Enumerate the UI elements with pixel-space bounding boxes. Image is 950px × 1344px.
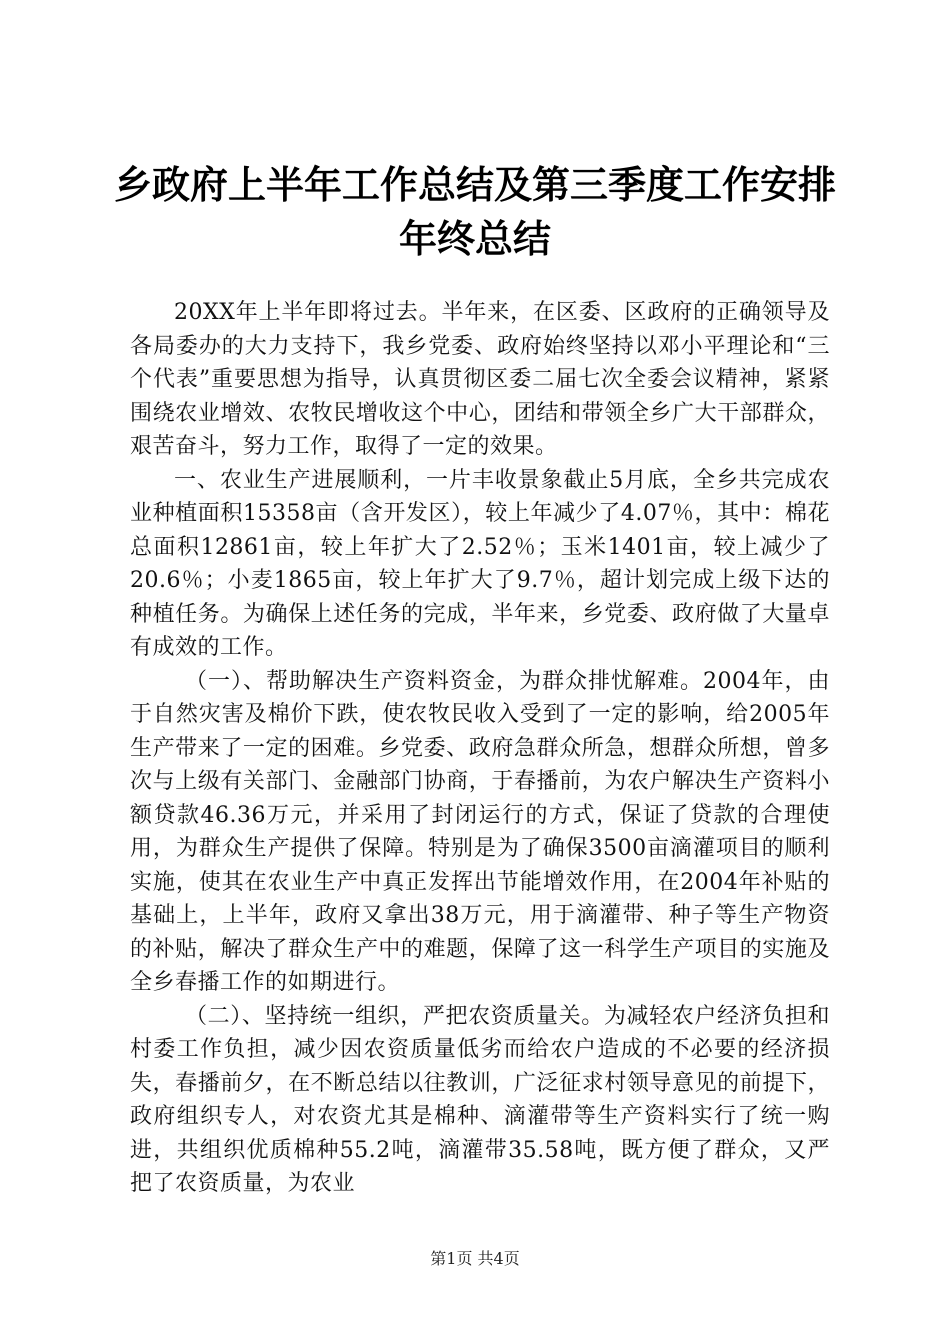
paragraph-section-1: 一、农业生产进展顺利，一片丰收景象截止5月底，全乡共完成农业种植面积15358亩（含开发区），较上年减少了4.07％，其中：棉花总面积12861亩，较上年扩大了2.52％；玉米1401亩，较上减少了20.6％；小麦1865亩，较上年扩大了9.7％，超计划完成上级下达的种植任务。为确保上述任务的完成，半年来，乡党委、政府做了大量卓有成效的工作。 — [130, 467, 830, 660]
paragraph-subsection-2: （二）、坚持统一组织，严把农资质量关。为减轻农户经济负担和村委工作负担，减少因农资质量低劣而给农户造成的不必要的经济损失，春播前夕，在不断总结以往教训，广泛征求村领导意见的前提下，政府组织专人，对农资尤其是棉种、滴灌带等生产资料实行了统一购进，共组织优质棉种55.2吨，滴灌带35.58吨，既方便了群众，又严把了农资质量，为农业 — [130, 1003, 830, 1196]
paragraph-intro: 20XX年上半年即将过去。半年来，在区委、区政府的正确领导及各局委办的大力支持下，我乡党委、政府始终坚持以邓小平理论和“三个代表”重要思想为指导，认真贯彻区委二届七次全委会议精神，紧紧围绕农业增效、农牧民增收这个中心，团结和带领全乡广大干部群众，艰苦奋斗，努力工作，取得了一定的效果。 — [130, 300, 830, 459]
page-footer: 第1页 共4页 — [430, 1249, 520, 1268]
paragraph-subsection-1: （一）、帮助解决生产资料资金，为群众排忧解难。2004年，由于自然灾害及棉价下跌，使农牧民收入受到了一定的影响，给2005年生产带来了一定的困难。乡党委、政府急群众所急，想群众所想，曾多次与上级有关部门、金融部门协商，于春播前，为农户解决生产资料小额贷款46.36万元，并采用了封闭运行的方式，保证了贷款的合理使用，为群众生产提供了保障。特别是为了确保3500亩滴灌项目的顺利实施，使其在农业生产中真正发挥出节能增效作用，在2004年补贴的基础上，上半年，政府又拿出38万元，用于滴灌带、种子等生产物资的补贴，解决了群众生产中的难题，保障了这一科学生产项目的实施及全乡春播工作的如期进行。 — [130, 668, 830, 995]
document-title: 乡政府上半年工作总结及第三季度工作安排年终总结 — [113, 163, 836, 261]
document-body — [130, 296, 830, 1201]
